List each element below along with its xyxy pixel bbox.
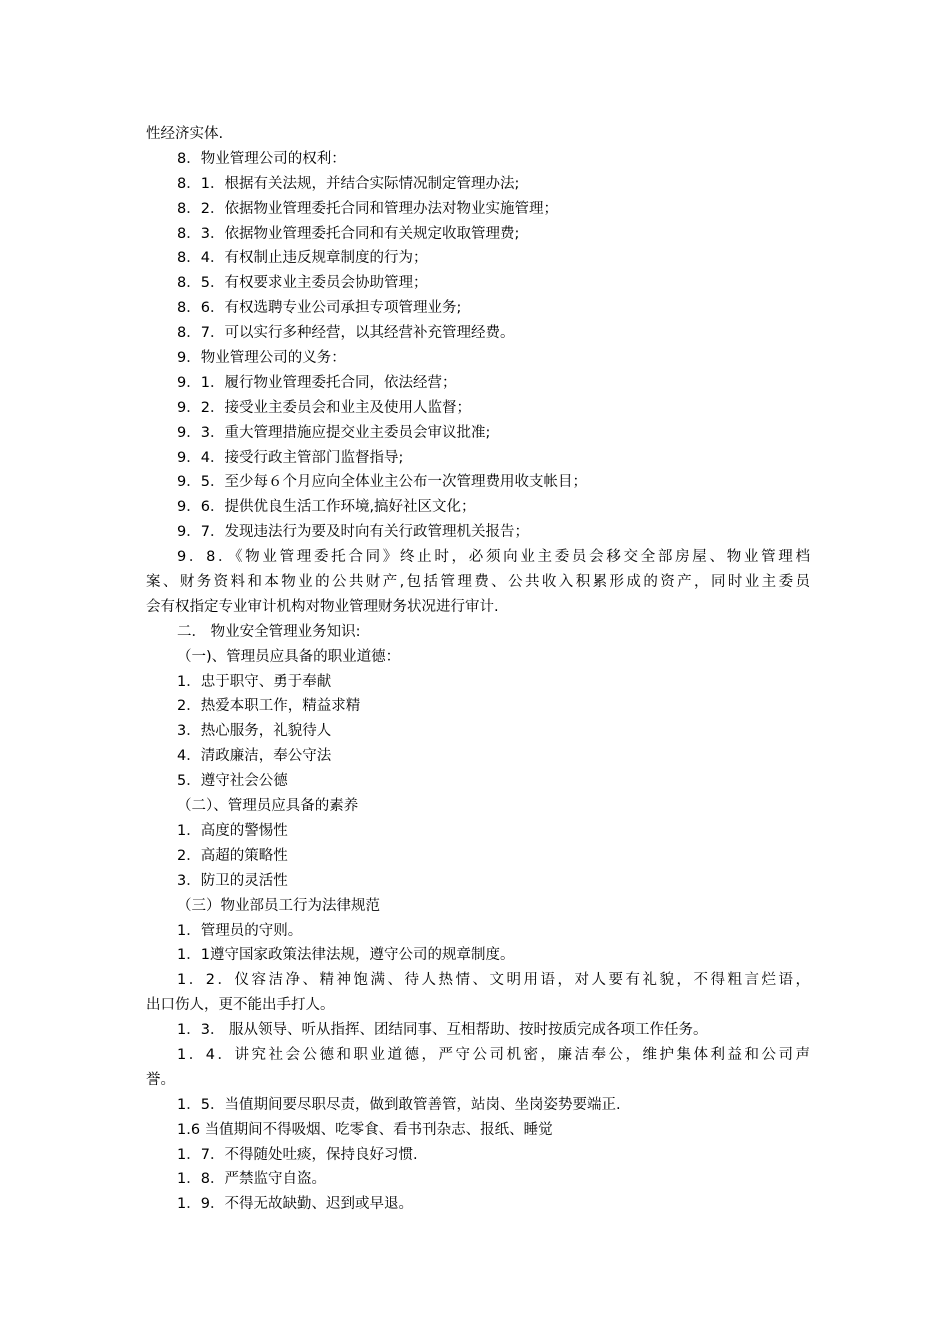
document-line: 1．5．当值期间要尽职尽责，做到敢管善管，站岗、坐岗姿势要端正. bbox=[177, 1096, 621, 1113]
document-line: 1．8．严禁监守自盗。 bbox=[177, 1171, 326, 1188]
document-line: 2．高超的策略性 bbox=[177, 847, 288, 864]
document-line: 1．9．不得无故缺勤、迟到或早退。 bbox=[177, 1196, 413, 1213]
document-line: 1．3． 服从领导、听从指挥、团结同事、互相帮助、按时按质完成各项工作任务。 bbox=[177, 1022, 708, 1039]
document-line: 4．清政廉洁，奉公守法 bbox=[177, 748, 332, 765]
document-line: 8．2．依据物业管理委托合同和管理办法对物业实施管理； bbox=[177, 200, 558, 217]
document-line: 8．3．依据物业管理委托合同和有关规定收取管理费; bbox=[177, 225, 520, 242]
document-line: 9．3．重大管理措施应提交业主委员会审议批准; bbox=[177, 424, 491, 441]
document-line: 8．5．有权要求业主委员会协助管理； bbox=[177, 275, 428, 292]
document-line: 8．7．可以实行多种经营，以其经营补充管理经费。 bbox=[177, 325, 515, 342]
document-line: 1．4．讲究社会公德和职业道德，严守公司机密，廉洁奉公，维护集体利益和公司声 bbox=[177, 1046, 810, 1063]
document-line: 出口伤人，更不能出手打人。 bbox=[146, 997, 335, 1014]
document-line: 8．4．有权制止违反规章制度的行为； bbox=[177, 250, 428, 267]
document-line: 8．1．根据有关法规，并结合实际情况制定管理办法; bbox=[177, 175, 520, 192]
document-line: 1.6 当值期间不得吸烟、吃零食、看书刊杂志、报纸、睡觉 bbox=[177, 1121, 553, 1138]
document-line: 誉。 bbox=[146, 1071, 175, 1088]
document-line: 案、财务资料和本物业的公共财产,包括管理费、公共收入积累形成的资产，同时业主委员 bbox=[146, 574, 810, 591]
document-line: 8．6．有权选聘专业公司承担专项管理业务; bbox=[177, 300, 462, 317]
document-line: 1．管理员的守则。 bbox=[177, 922, 303, 939]
document-line: 9．6．提供优良生活工作环境,搞好社区文化； bbox=[177, 499, 476, 516]
document-line: （二）、管理员应具备的素养 bbox=[177, 798, 359, 815]
document-line: 3．热心服务，礼貌待人 bbox=[177, 723, 332, 740]
document-line: 会有权指定专业审计机构对物业管理财务状况进行审计. bbox=[146, 598, 499, 615]
document-body bbox=[146, 122, 810, 1217]
document-line: 1．2．仪容洁净、精神饱满、待人热情、文明用语，对人要有礼貌，不得粗言烂语， bbox=[177, 972, 810, 989]
document-line: 9．4．接受行政主管部门监督指导; bbox=[177, 449, 404, 466]
document-line: 9．5．至少每６个月应向全体业主公布一次管理费用收支帐目； bbox=[177, 474, 587, 491]
document-line: 9．7．发现违法行为要及时向有关行政管理机关报告； bbox=[177, 524, 529, 541]
document-line: 9．2．接受业主委员会和业主及使用人监督； bbox=[177, 399, 471, 416]
document-line: 9．1．履行物业管理委托合同，依法经营； bbox=[177, 374, 457, 391]
document-line: 1．高度的警惕性 bbox=[177, 822, 288, 839]
document-line: 二． 物业安全管理业务知识: bbox=[177, 623, 361, 640]
document-line: （一)、管理员应具备的职业道德： bbox=[177, 648, 401, 665]
document-line: 5．遵守社会公德 bbox=[177, 773, 288, 790]
document-line: 2．热爱本职工作，精益求精 bbox=[177, 698, 361, 715]
document-line: 8．物业管理公司的权利： bbox=[177, 150, 346, 167]
document-line: 性经济实体. bbox=[146, 126, 224, 142]
document-line: 1．忠于职守、勇于奉献 bbox=[177, 673, 332, 690]
document-line: 9．物业管理公司的义务： bbox=[177, 350, 346, 367]
document-line: （三）物业部员工行为法律规范 bbox=[177, 897, 380, 914]
document-line: 3．防卫的灵活性 bbox=[177, 872, 288, 889]
document-line: 9．8．《物业管理委托合同》终止时，必须向业主委员会移交全部房屋、物业管理档 bbox=[177, 549, 810, 566]
document-line: 1．7．不得随处吐痰，保持良好习惯. bbox=[177, 1146, 418, 1163]
document-line: 1．1遵守国家政策法律法规，遵守公司的规章制度。 bbox=[177, 947, 515, 964]
